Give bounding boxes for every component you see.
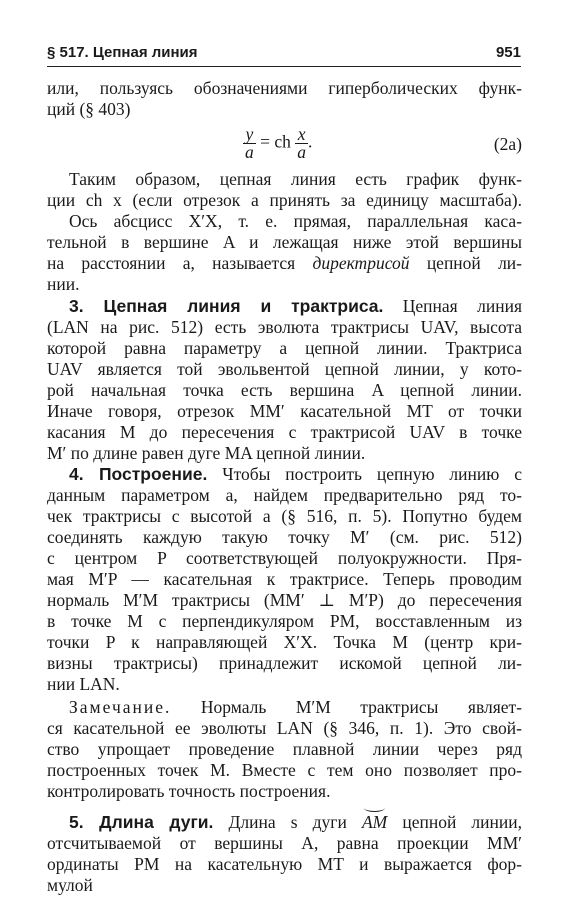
text-line: в точке M с перпендикуляром PM, восставленным из: [47, 611, 522, 631]
section-heading: 3. Цепная линия и трактриса.: [69, 296, 384, 316]
equation-number: (2a): [493, 134, 522, 154]
text-line: рой начальная точка есть вершина A цепной линии.: [47, 380, 522, 400]
text-line: Иначе говоря, отрезок MM′ касательной MT от точки: [47, 401, 522, 421]
text-line: мулой: [47, 875, 93, 895]
text-line: которой равна параметру a цепной линии. Трактриса: [47, 338, 522, 358]
arc-notation: AM: [361, 812, 388, 832]
text-line: касания M до пересечения с трактрисой UAV в точке: [47, 422, 522, 442]
text-line: данным параметром a, найдем предварительно ряд то-: [47, 485, 522, 505]
text-line: тельной в вершине A и лежащая ниже этой вершины: [47, 232, 522, 252]
equation-2a: $\frac{y}{a}$ = ch $\frac{x}{a}$ . (2a): [245, 124, 522, 162]
text-line: 4. Построение. Чтобы построить цепную линию с: [69, 464, 522, 484]
section-heading: 4. Построение.: [69, 464, 208, 484]
running-header: [47, 40, 521, 67]
text-line: отсчитываемой от вершины A, равна проекции MM′: [47, 833, 522, 853]
text-line: нии LAN.: [47, 674, 120, 694]
text-line: ции ch x (если отрезок a принять за единицу масштаба).: [47, 190, 522, 210]
text-line: ординаты PM на касательную MT и выражается фор-: [47, 854, 522, 874]
fraction: $\frac{y}{a}$: [245, 124, 254, 162]
text-line: ций (§ 403): [47, 99, 131, 119]
text-line: Замечание. Нормаль M′M трактрисы являет-: [69, 697, 522, 717]
text-line: на расстоянии a, называется директрисой цепной ли-: [47, 253, 522, 273]
text-line: визны трактрисы) принадлежит искомой цепной ли-: [47, 653, 522, 673]
text-line: 5. Длина дуги. Длина s дуги AM цепной линии,: [69, 812, 522, 832]
text-line: ся касательной ее эволюты LAN (§ 346, п. 1). Это свой-: [47, 718, 522, 738]
text-line: ство упрощает проведение плавной линии через ряд: [47, 739, 522, 759]
section-title: § 517. Цепная линия: [47, 44, 198, 61]
remark-label: Замечание.: [69, 697, 172, 717]
text-line: контролировать точность построения.: [47, 781, 331, 801]
term-directrix: директрисой: [312, 253, 410, 273]
text-line: нормаль M′M трактрисы (MM′ ⊥ M′P) до пересечения: [47, 590, 522, 610]
text-line: построенных точек M. Вместе с тем оно позволяет про-: [47, 760, 522, 780]
text-line: точки P к направляющей X′X. Точка M (центр кри-: [47, 632, 522, 652]
text-line: Ось абсцисс X′X, т. е. прямая, параллельная каса-: [69, 211, 522, 231]
text-line: или, пользуясь обозначениями гиперболических функ-: [47, 78, 522, 98]
text-line: M′ по длине равен дуге MA цепной линии.: [47, 443, 366, 463]
text-line: с центром P соответствующей полуокружности. Пря-: [47, 548, 522, 568]
text-line: (LAN на рис. 512) есть эволюта трактрисы UAV, высота: [47, 317, 522, 337]
text-line: соединять каждую такую точку M′ (см. рис. 512): [47, 527, 522, 547]
text-line: нии.: [47, 274, 80, 294]
fraction: $\frac{x}{a}$: [297, 124, 307, 162]
text-line: UAV является той эвольвентой цепной линии, у кото-: [47, 359, 522, 379]
page-number: 951: [495, 44, 521, 61]
section-heading: 5. Длина дуги.: [69, 812, 214, 832]
text-line: чек трактрисы с высотой a (§ 516, п. 5). Попутно будем: [47, 506, 522, 526]
text-line: 3. Цепная линия и трактриса. Цепная линия: [69, 296, 522, 316]
text-line: Таким образом, цепная линия есть график функ-: [69, 169, 522, 189]
text-line: мая M′P — касательная к трактрисе. Теперь проводим: [47, 569, 522, 589]
